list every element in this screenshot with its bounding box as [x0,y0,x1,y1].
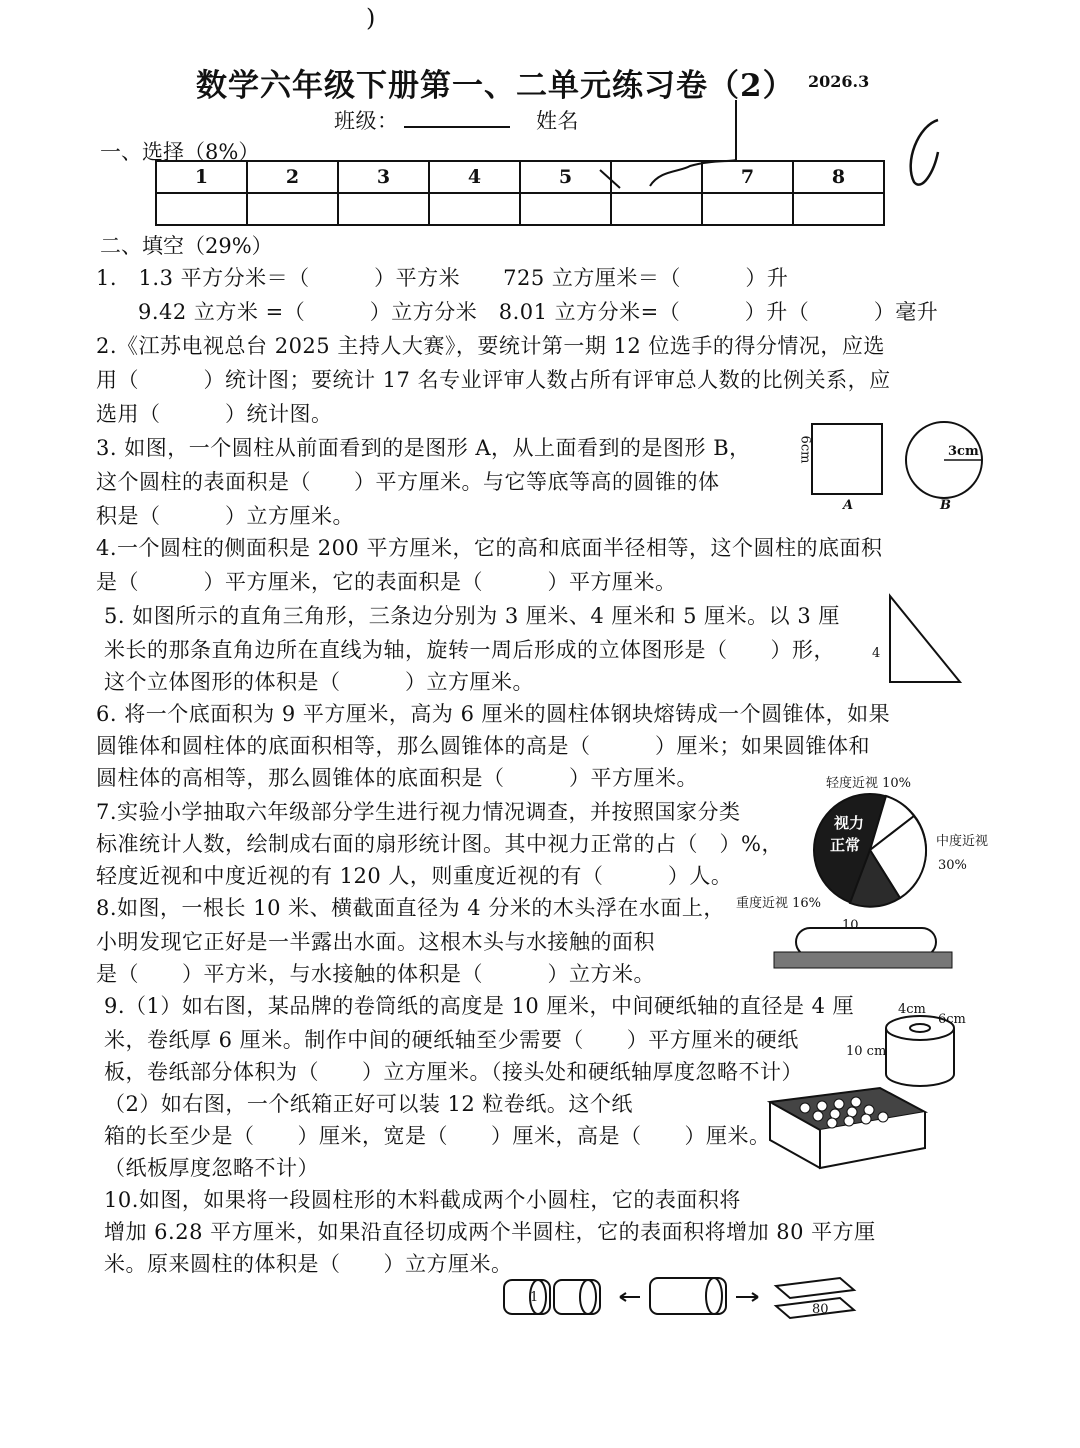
q9-axis-label: 4cm [898,1002,926,1017]
q10-area-label: 80 [812,1302,829,1317]
q6-line-2: 圆锥体和圆柱体的底面积相等，那么圆锥体的高是（ ）厘米；如果圆锥体和 [96,734,870,758]
section2-title: 二、填空（29%） [100,234,273,258]
q9-line-2: 米，卷纸厚 6 厘米。制作中间的硬纸轴至少需要（ ）平方厘米的硬纸 [104,1028,799,1052]
q3-radius-label: 3cm [948,444,979,459]
choice-col-5: 5 [520,161,611,193]
name-label: 姓名 [536,109,579,133]
choice-answer-6[interactable] [611,193,702,225]
q9-line-1: 9.（1）如右图，某品牌的卷筒纸的高度是 10 厘米，中间硬纸轴的直径是 4 厘 [104,994,855,1018]
corner-mark: ) [366,4,376,32]
choice-answer-table [155,160,885,226]
class-field [404,126,510,128]
q9-line-5: 箱的长至少是（ ）厘米，宽是（ ）厘米，高是（ ）厘米。 [104,1124,771,1148]
q9-line-4: （2）如右图，一个纸箱正好可以装 12 粒卷纸。这个纸 [104,1092,633,1116]
q3-height-label: 6cm [797,435,813,464]
q2-line-2: 用（ ）统计图；要统计 17 名专业评审人数占所有评审总人数的比例关系，应 [96,368,891,392]
choice-col-2: 2 [247,161,338,193]
choice-answer-2[interactable] [247,193,338,225]
page-title: 数学六年级下册第一、二单元练习卷（2） [196,68,795,104]
q8-line-1: 8.如图，一根长 10 米、横截面直径为 4 分米的木头浮在水面上， [96,896,725,920]
q8-log-figure [770,918,955,973]
q5-line-3: 这个立体图形的体积是（ ）立方厘米。 [104,670,534,694]
q9-line-3: 板，卷纸部分体积为（ ）立方厘米。（接头处和硬纸轴厚度忽略不计） [104,1060,803,1084]
choice-col-7: 7 [702,161,793,193]
q7-pie-chart [810,790,930,910]
choice-answer-7[interactable] [702,193,793,225]
q8-line-3: 是（ ）平方米，与水接触的体积是（ ）立方米。 [96,962,655,986]
q6-line-1: 6. 将一个底面积为 9 平方厘米，高为 6 厘米的圆柱体钢块熔铸成一个圆锥体，如果 [96,702,891,726]
q2-line-3: 选用（ ）统计图。 [96,402,333,426]
choice-answer-5[interactable] [520,193,611,225]
q7-line-2: 标准统计人数，绘制成右面的扇形统计图。其中视力正常的占（ ）%， [96,832,783,856]
choice-answer-4[interactable] [429,193,520,225]
pie-normal-label-2: 正常 [830,836,861,854]
q9-height-label: 10 cm [846,1044,887,1059]
q5-triangle [880,592,970,692]
pie-medium-label-1: 中度近视 [936,834,989,849]
q7-line-1: 7.实验小学抽取六年级部分学生进行视力情况调查，并按照国家分类 [96,800,741,824]
q4-line-1: 4.一个圆柱的侧面积是 200 平方厘米，它的高和底面半径相等，这个圆柱的底面积 [96,536,883,560]
q10-line-2: 增加 6.28 平方厘米，如果沿直径切成两个半圆柱，它的表面积将增加 80 平方厘 [104,1220,876,1244]
q6-line-3: 圆柱体的高相等，那么圆锥体的底面积是（ ）平方厘米。 [96,766,698,790]
q3-label-b: B [940,498,951,513]
q3-line-1: 3. 如图，一个圆柱从前面看到的是图形 A，从上面看到的是图形 B， [96,436,751,460]
q10-figure [500,1272,860,1322]
q3-label-a: A [843,498,854,513]
handwritten-mark [900,112,950,192]
q9-thick-label: 6cm [938,1012,966,1027]
q8-line-2: 小明发现它正好是一半露出水面。这根木头与水接触的面积 [96,930,655,954]
date: 2026.3 [808,72,870,91]
section1-title: 一、选择（8%） [100,140,260,164]
q3-figure [792,420,1002,520]
q5-side-label: 4 [872,646,881,661]
choice-answer-3[interactable] [338,193,429,225]
pie-normal-label-1: 视力 [834,814,865,832]
pie-heavy-label: 重度近视 16% [736,896,822,911]
q8-log-label: 10 [842,918,859,933]
q1-line-2: 9.42 立方米 =（ ）立方分米 8.01 立方分米=（ ）升（ ）毫升 [138,300,939,324]
choice-col-8: 8 [793,161,884,193]
q10-line-3: 米。原来圆柱的体积是（ ）立方厘米。 [104,1252,513,1276]
q5-line-1: 5. 如图所示的直角三角形，三条边分别为 3 厘米、4 厘米和 5 厘米。以 3 厘 [104,604,840,628]
choice-col-1: 1 [156,161,247,193]
q9-line-6: （纸板厚度忽略不计） [104,1156,319,1180]
pie-light-label: 轻度近视 10% [826,776,912,791]
class-label: 班级： [334,109,399,133]
q2-line-1: 2.《江苏电视总台 2025 主持人大赛》，要统计第一期 12 位选手的得分情况，应选 [96,334,885,358]
choice-col-4: 4 [429,161,520,193]
scribble-mark [600,100,750,195]
choice-col-3: 3 [338,161,429,193]
pie-medium-label-2: 30% [938,858,967,873]
q7-line-3: 轻度近视和中度近视的有 120 人，则重度近视的有（ ）人。 [96,864,733,888]
q10-line-1: 10.如图，如果将一段圆柱形的木料截成两个小圆柱，它的表面积将 [104,1188,741,1212]
q3-line-3: 积是（ ）立方厘米。 [96,504,354,528]
choice-answer-1[interactable] [156,193,247,225]
q4-line-2: 是（ ）平方厘米，它的表面积是（ ）平方厘米。 [96,570,677,594]
choice-answer-8[interactable] [793,193,884,225]
q10-cut-label: 1 [530,1290,539,1305]
q3-line-2: 这个圆柱的表面积是（ ）平方厘米。与它等底等高的圆锥的体 [96,470,720,494]
q3-square-a [812,424,882,494]
q9-box-figure [760,1082,930,1172]
q1-line-1: 1. 1.3 平方分米＝（ ）平方米 725 立方厘米＝（ ）升 [96,266,789,290]
q5-line-2: 米长的那条直角边所在直线为轴，旋转一周后形成的立体图形是（ ）形， [104,638,835,662]
